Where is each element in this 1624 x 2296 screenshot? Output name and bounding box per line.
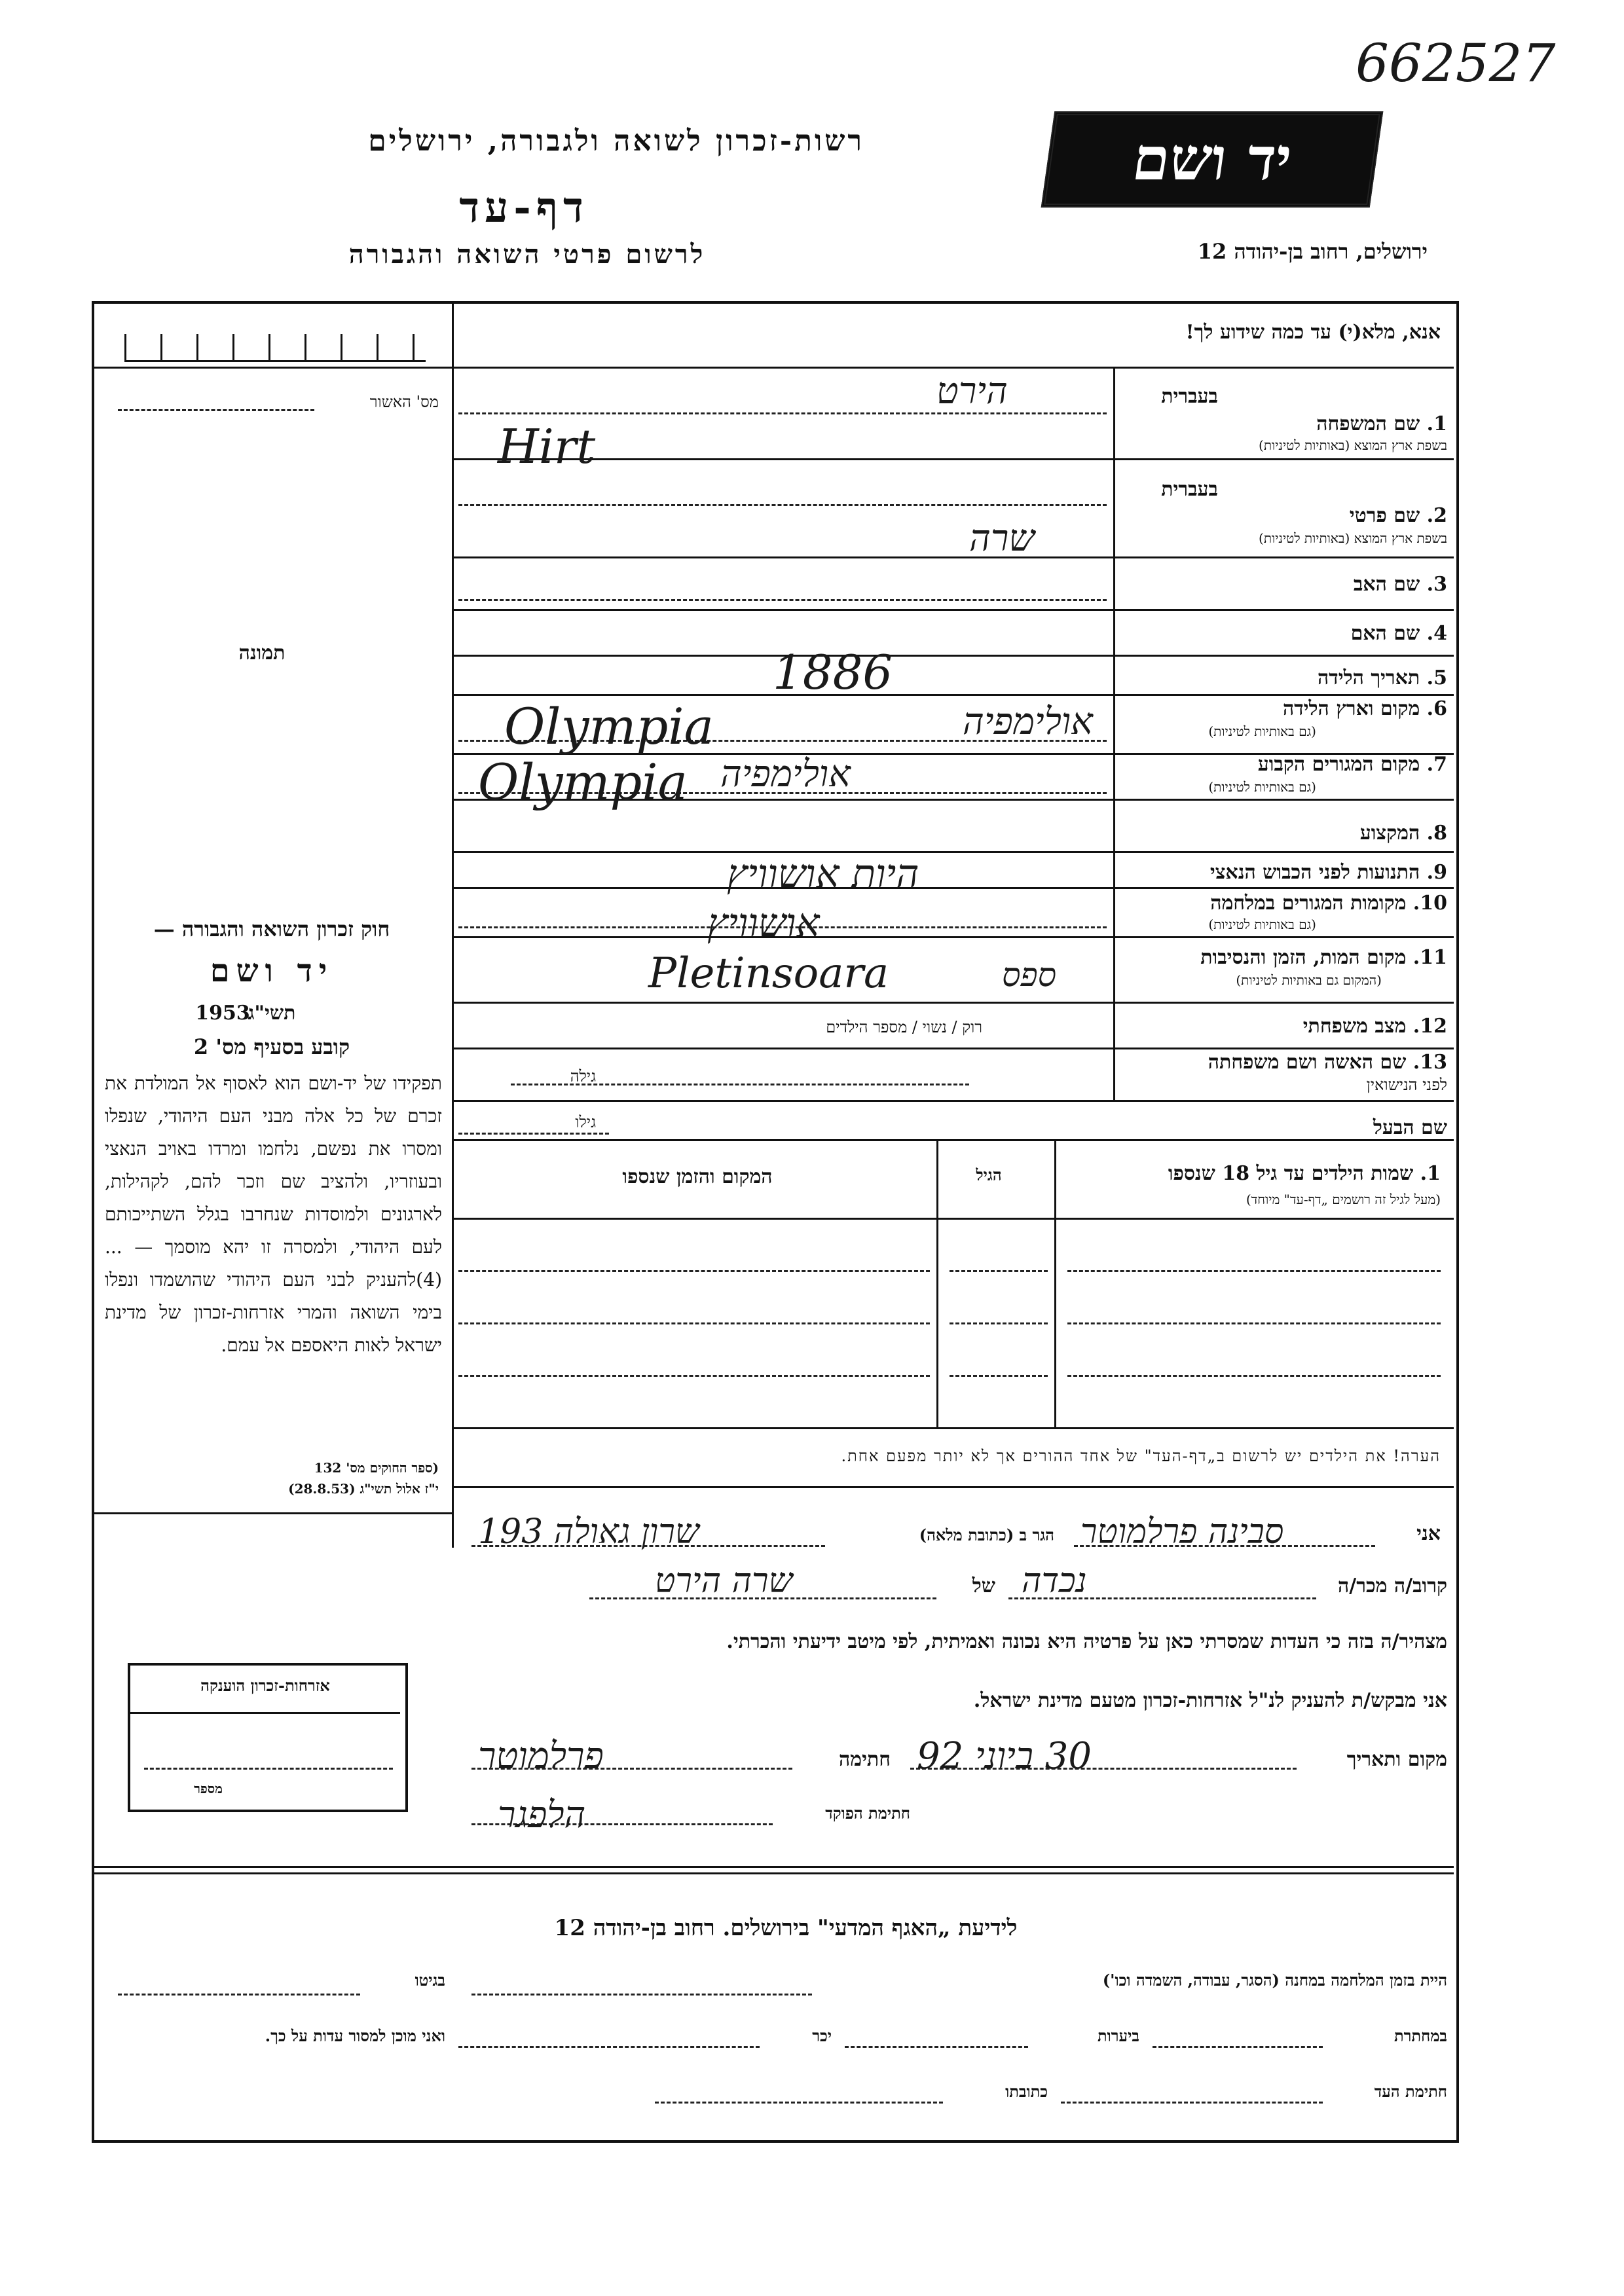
form-title: דף-עד: [459, 183, 589, 232]
hw-residence-heb: אולימפיה: [720, 753, 851, 795]
children-note: הערה! את הילדים יש לרשום ב„דף-העד" של אחד ההורים אך לא יותר מפעם אחת.: [841, 1447, 1441, 1465]
hw-surname-heb: הירט: [936, 370, 1008, 412]
hw-death-heb: ספס: [1002, 956, 1057, 994]
label-birthplace-sub: (גם באותיות לטיניות): [1208, 723, 1316, 739]
footer-address: כתובתו: [1005, 2082, 1048, 2101]
photo-label: תמונה: [238, 642, 286, 665]
hw-birthplace-heb: אולימפיה: [963, 701, 1093, 743]
footer-line1: היית בזמן המלחמה במחנה (הסגר, עבודה, השמדה וכו'): [1102, 1971, 1447, 1990]
footer-title: לידיעת „האגף המדעי" בירושלים. רחוב בן-יהודה 12: [554, 1915, 1018, 1941]
decl-signature: חתימה: [839, 1748, 891, 1771]
hw-sig-official: הלפגר: [498, 1794, 586, 1836]
children-title: 1. שמות הילדים עד גיל 18 שנספו: [1168, 1162, 1441, 1185]
label-dob: 5. תאריך הלידה: [1318, 666, 1447, 689]
cert-box-number: מספר: [194, 1781, 223, 1796]
label-marital: 12. מצב משפחתי: [1302, 1015, 1447, 1038]
label-husband: שם הבעל: [1373, 1116, 1447, 1139]
children-col-age: הגיל: [976, 1165, 1002, 1184]
hw-given-heb: שרה: [969, 517, 1035, 560]
label-father: 3. שם האב: [1353, 573, 1447, 596]
hw-birthplace-lat: Olympia: [504, 697, 714, 756]
label-given-name-sub: בשפת ארץ המוצא (באותיות לטיניות): [1259, 530, 1447, 546]
hw-residence-lat: Olympia: [478, 753, 688, 811]
label-husband-age: גילו: [575, 1113, 596, 1131]
hw-sig-witness: פרלמוטר: [478, 1735, 604, 1777]
label-birthplace: 6. מקום וארץ הלידה: [1282, 697, 1447, 720]
yad-vashem-logo: יד ושם: [1041, 111, 1384, 208]
footer-other: יכר: [812, 2026, 832, 2045]
decl-requests: אני מבקש/ת להעניק לנ"ל אזרחות-זכרון מטעם מדינת ישראל.: [973, 1689, 1447, 1712]
label-wartime: 10. מקומות המגורים במלחמה: [1210, 892, 1447, 915]
footer-witness-sig: חתימת העד: [1374, 2082, 1447, 2101]
law-section: קובע בסעיף מס' 2: [193, 1034, 350, 1059]
law-date: י"ז אלול תשי"ג (28.8.53): [288, 1481, 439, 1497]
label-spouse-sub: לפני הנישואין: [1366, 1076, 1447, 1094]
footer-partisans: ביערות: [1097, 2026, 1139, 2045]
decl-of: של: [972, 1575, 995, 1597]
decl-i-am: אני: [1416, 1522, 1441, 1545]
hw-surname-lat: Hirt: [498, 419, 596, 474]
hw-dob: 1886: [773, 645, 893, 700]
hw-witness-name: סבינה פרלמוטר: [1080, 1512, 1284, 1552]
authority-name: רשות-זכרון לשואה ולגבורה, ירושלים: [368, 124, 864, 158]
label-surname-sub: בשפת ארץ המוצא (באותיות לטיניות): [1259, 437, 1447, 453]
label-surname: 1. שם המשפחה: [1316, 412, 1447, 435]
children-col-place: המקום והזמן שנספו: [622, 1165, 773, 1188]
law-year: 1953: [195, 1002, 250, 1025]
hw-relation: נכדה: [1022, 1561, 1087, 1601]
left-panel-divider: [452, 304, 454, 1548]
label-column-divider: [1113, 367, 1115, 1100]
label-death: 11. מקום המות, הזמן והנסיבות: [1200, 946, 1447, 969]
law-name: יד ושם: [210, 953, 334, 989]
form-subtitle: לרשום פרטי השואה והגבורה: [348, 239, 706, 270]
law-title: חוק זכרון השואה והגבורה —: [153, 917, 390, 941]
decl-residing: הגר ב (כתובת מלאה): [919, 1525, 1054, 1544]
ref-number: 662527: [1356, 33, 1556, 94]
label-profession: 8. המקצוע: [1359, 822, 1447, 845]
hw-of-whom: שרה הירט: [655, 1561, 793, 1601]
law-source: (ספר החוקים מס' 132: [314, 1460, 439, 1476]
cert-number-label: מס' האשור: [369, 393, 439, 411]
decl-place-date: מקום ותאריך: [1346, 1748, 1447, 1771]
footer-ghetto: בגיטו: [415, 1971, 445, 1990]
footer-underground: במחתרת: [1393, 2026, 1447, 2045]
hw-date: 30 ביוני 92: [917, 1735, 1092, 1777]
label-spouse: 13. שם האשה ושם משפחתה: [1208, 1051, 1447, 1074]
decl-declares: מצהיר/ה בזה כי העדות שמסרתי כאן על פרטיה היא נכונה ואמיתית, לפי מיטב ידיעתי והכרתי.: [726, 1630, 1447, 1653]
law-year-heb: תשי"ג: [248, 1002, 296, 1025]
label-mother: 4. שם האם: [1350, 622, 1447, 645]
label-movements: 9. התנועות לפני הכבוש הנאצי: [1209, 861, 1447, 884]
decl-relative: קרוב/ה מכר/ה: [1338, 1575, 1447, 1597]
marital-options: רוק / נשוי / מספר הילדים: [826, 1018, 982, 1036]
hw-movement: היות אושוויץ: [727, 851, 919, 897]
label-residence-sub: (גם באותיות לטיניות): [1208, 779, 1316, 795]
decl-official: חתימת הפוקד: [825, 1804, 910, 1823]
hw-wartime: אושוויץ: [707, 900, 820, 946]
footer-ready: ואני מוכן למסור עדות על כך.: [265, 2026, 445, 2045]
tick-marks: [124, 334, 426, 362]
cert-box-title: אזרחות-זכרון הוענקה: [200, 1676, 330, 1695]
label-given-name: 2. שם פרטי: [1349, 504, 1447, 527]
law-text: תפקידו של יד-ושם הוא לאסוף אל המולדת את זכרם של כל אלה מבני העם היהודי, שנפלו ומסרו את נפשם, נלחמו ומרדו באויב הנאצי ובעוזריו, ולהציב שם וזכר להם, לקהילות, לארגונים ולמוסדות שנחרבו בגלל השתייכותם לעם היהודי, ולמסרה זו יהא מוסמך — ...(4)להעניק לבני העם היהודי שהושמדו ונפלו בימי השואה והמרי אזרחות-זכרון של מדינת ישראל לאות היאספם אל עמם.: [105, 1072, 442, 1356]
address: ירושלים, רחוב בן-יהודה 12: [1197, 239, 1428, 264]
label-residence: 7. מקום המגורים הקבוע: [1257, 753, 1447, 776]
label-hebrew-1: בעברית: [1161, 385, 1218, 408]
request-text: אנא, מלא(י) עד כמה שידוע לך!: [1185, 321, 1441, 344]
label-age: גילה: [570, 1067, 596, 1085]
label-wartime-sub: (גם באותיות לטיניות): [1208, 917, 1316, 932]
hw-witness-addr: שרון גאולה 193: [478, 1512, 699, 1552]
hw-death-place: Pletinsoara: [648, 949, 889, 998]
children-sub: (מעל לגיל זה רושמים „דף-עד" מיוחד): [1246, 1192, 1441, 1207]
label-death-sub: (המקום גם באותיות לטיניות): [1236, 972, 1382, 988]
label-hebrew-2: בעברית: [1161, 478, 1218, 501]
